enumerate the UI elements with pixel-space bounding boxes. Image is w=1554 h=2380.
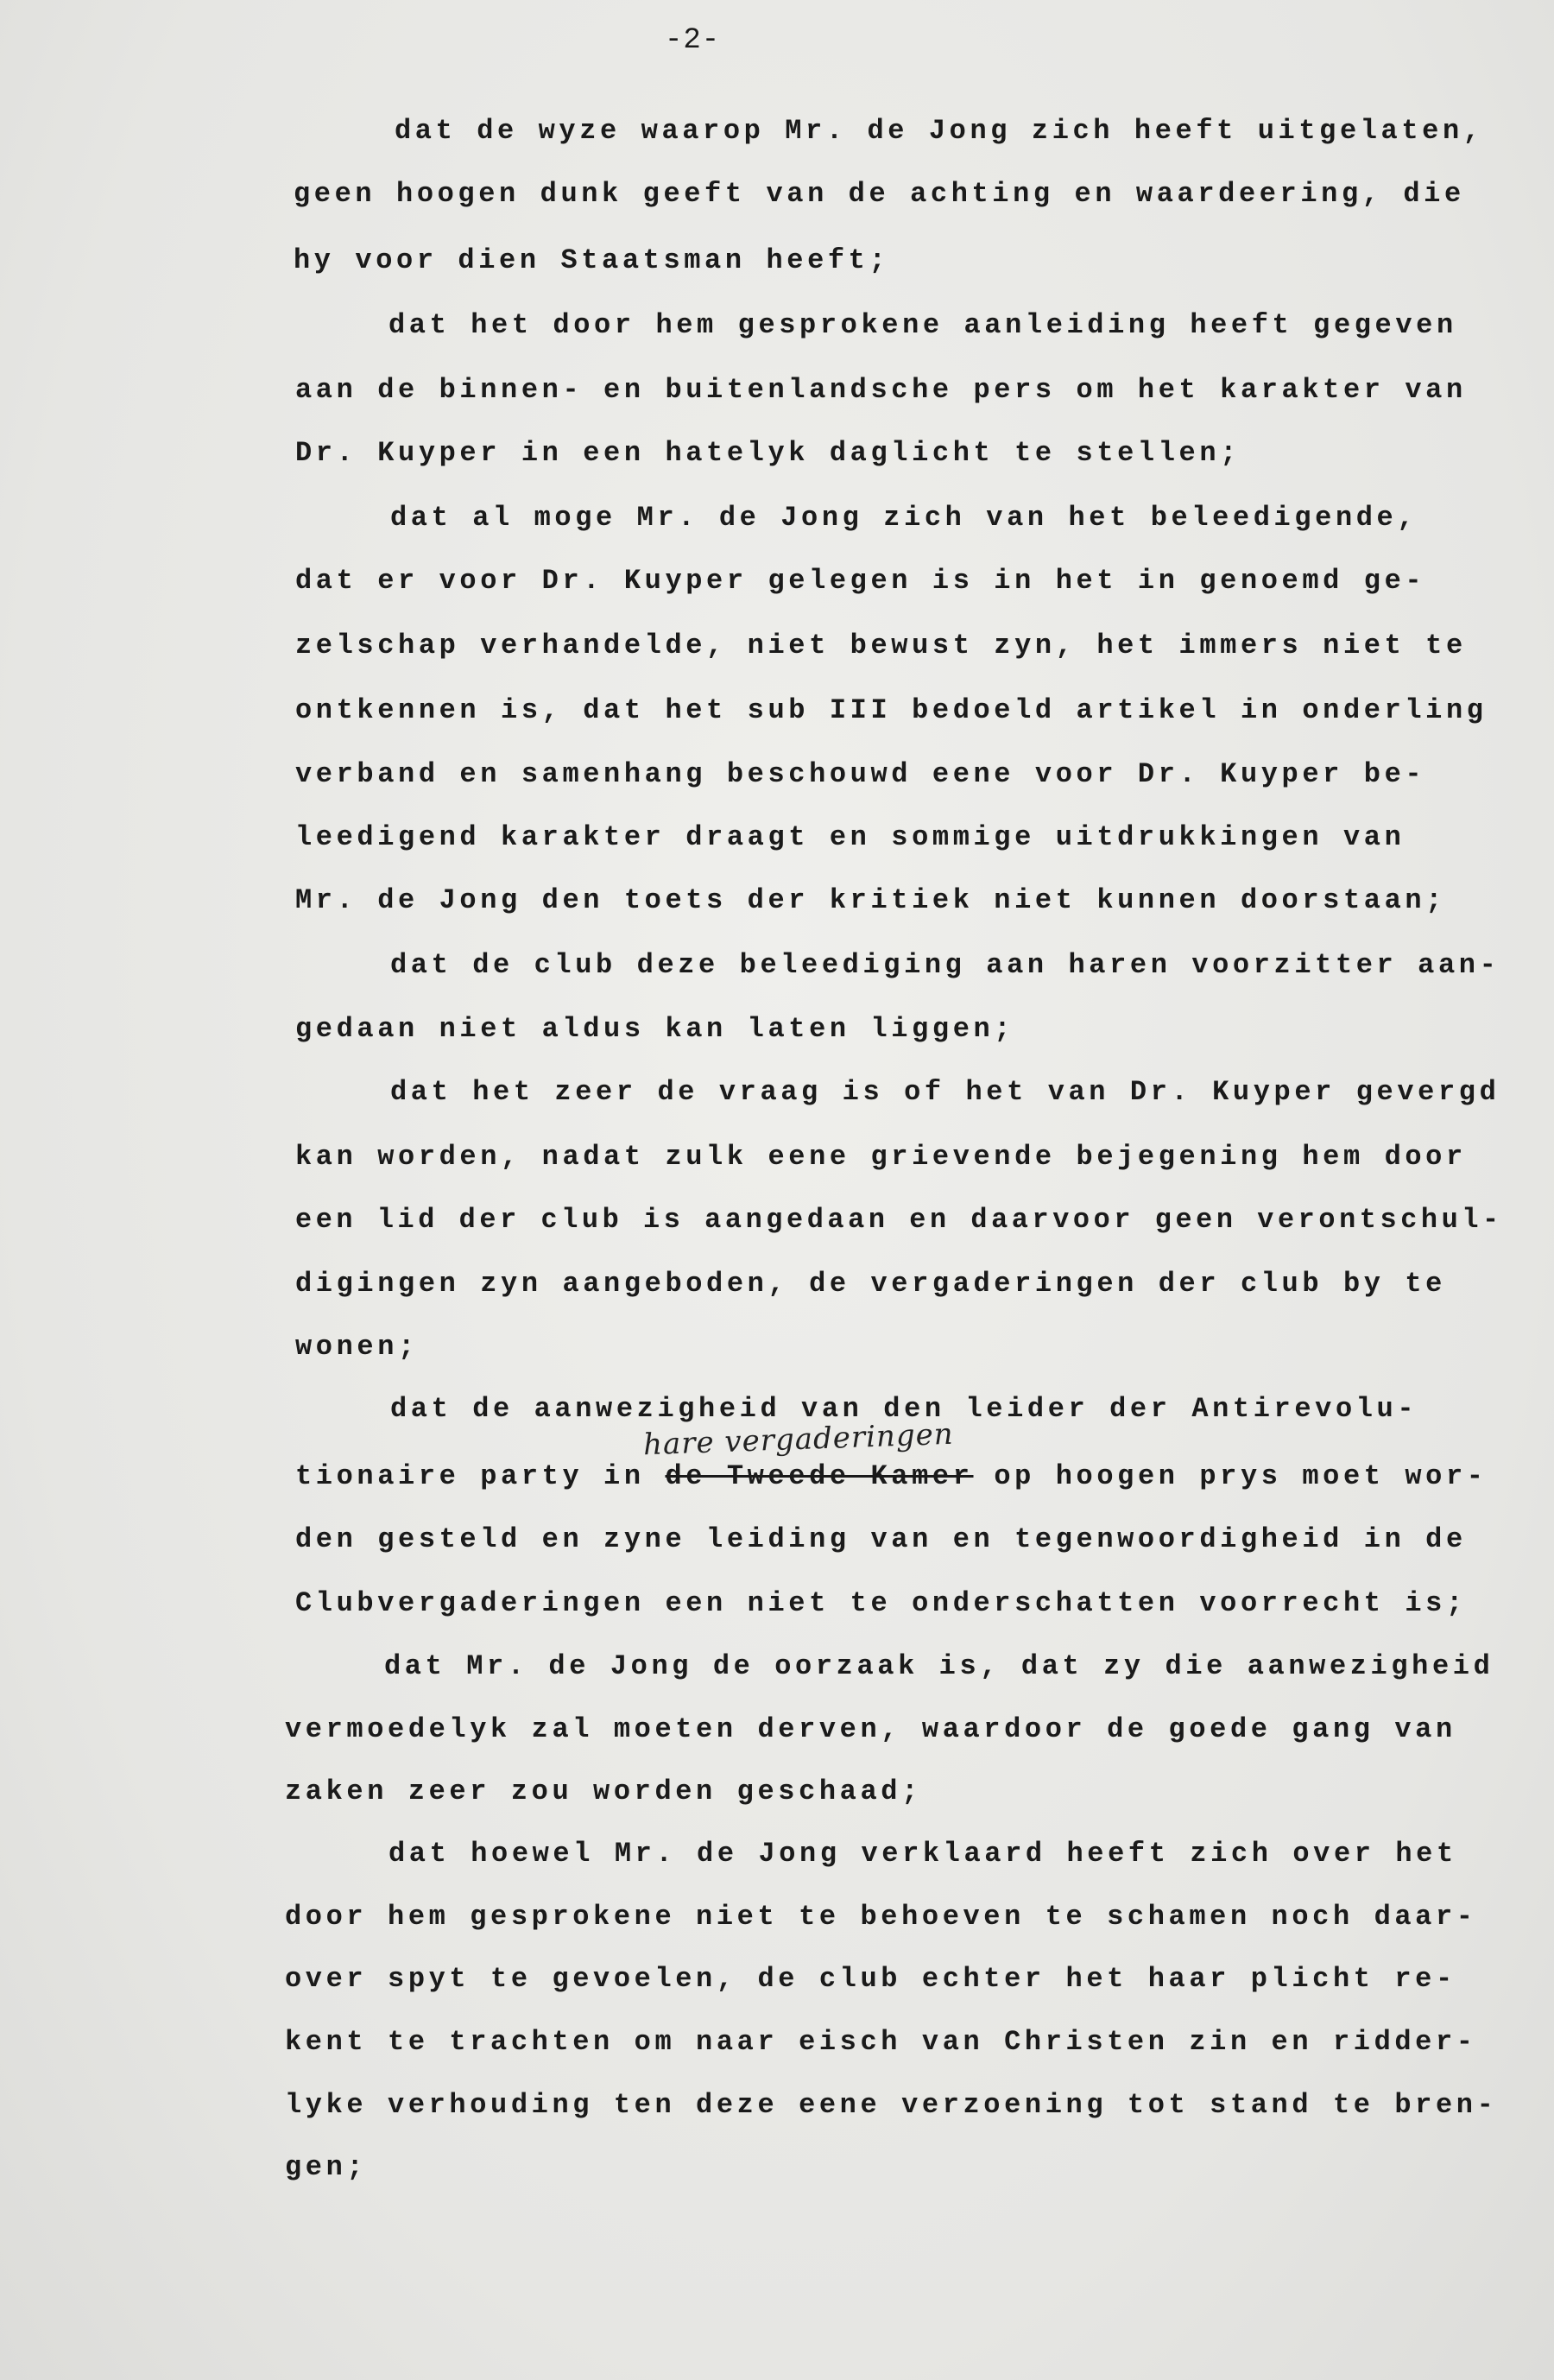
text-line: kan worden, nadat zulk eene grievende bejegening hem door [295, 1141, 1467, 1173]
page-number: -2- [665, 24, 721, 57]
text-line: aan de binnen- en buitenlandsche pers om het karakter van [295, 374, 1467, 406]
text-segment: op hoogen prys moet wor- [973, 1460, 1488, 1492]
text-line: den gesteld en zyne leiding van en tegenwoordigheid in de [295, 1523, 1467, 1555]
text-line: vermoedelyk zal moeten derven, waardoor de goede gang van [285, 1713, 1456, 1745]
text-line: hy voor dien Staatsman heeft; [294, 244, 890, 276]
text-line: verband en samenhang beschouwd eene voor Dr. Kuyper be- [295, 758, 1426, 790]
text-line: dat de wyze waarop Mr. de Jong zich heeft uitgelaten, [395, 115, 1484, 147]
text-line: dat het door hem gesprokene aanleiding heeft gegeven [388, 309, 1457, 341]
text-line: dat hoewel Mr. de Jong verklaard heeft zich over het [388, 1838, 1457, 1870]
text-line: Clubvergaderingen een niet te onderschatten voorrecht is; [295, 1587, 1467, 1619]
text-line: Mr. de Jong den toets der kritiek niet kunnen doorstaan; [295, 884, 1446, 916]
text-line: gedaan niet aldus kan laten liggen; [295, 1013, 1015, 1045]
text-line: geen hoogen dunk geeft van de achting en waardeering, die [294, 178, 1465, 210]
handwritten-insertion: hare vergaderingen [642, 1416, 955, 1463]
text-line: door hem gesprokene niet te behoeven te schamen noch daar- [285, 1901, 1477, 1933]
text-line: dat de aanwezigheid van den leider der Antirevolu- [390, 1393, 1418, 1425]
text-line: leedigend karakter draagt en sommige uitdrukkingen van [295, 821, 1406, 853]
text-line-with-correction [295, 1459, 1488, 1494]
text-line: dat al moge Mr. de Jong zich van het beleedigende, [390, 502, 1418, 534]
text-line: wonen; [295, 1331, 419, 1363]
text-line: dat het zeer de vraag is of het van Dr. Kuyper gevergd [390, 1076, 1500, 1108]
text-line: over spyt te gevoelen, de club echter het haar plicht re- [285, 1963, 1456, 1995]
text-line: Dr. Kuyper in een hatelyk daglicht te stellen; [295, 437, 1241, 469]
text-line: digingen zyn aangeboden, de vergaderingen der club by te [295, 1268, 1446, 1300]
text-line: gen; [285, 2151, 368, 2183]
text-line: dat Mr. de Jong de oorzaak is, dat zy die aanwezigheid [384, 1650, 1494, 1682]
text-line: dat er voor Dr. Kuyper gelegen is in het in genoemd ge- [295, 565, 1426, 597]
text-line: een lid der club is aangedaan en daarvoor geen verontschul- [295, 1204, 1503, 1236]
text-line: ontkennen is, dat het sub III bedoeld artikel in onderling [295, 694, 1488, 726]
struck-text: de Tweede Kamer [665, 1460, 974, 1492]
text-line: lyke verhouding ten deze eene verzoening tot stand te bren- [285, 2089, 1498, 2121]
text-segment: tionaire party in [295, 1460, 666, 1492]
text-line: kent te trachten om naar eisch van Christen zin en ridder- [285, 2026, 1477, 2058]
text-line: dat de club deze beleediging aan haren voorzitter aan- [390, 949, 1500, 981]
text-line: zaken zeer zou worden geschaad; [285, 1776, 922, 1807]
text-line: zelschap verhandelde, niet bewust zyn, het immers niet te [295, 630, 1467, 661]
